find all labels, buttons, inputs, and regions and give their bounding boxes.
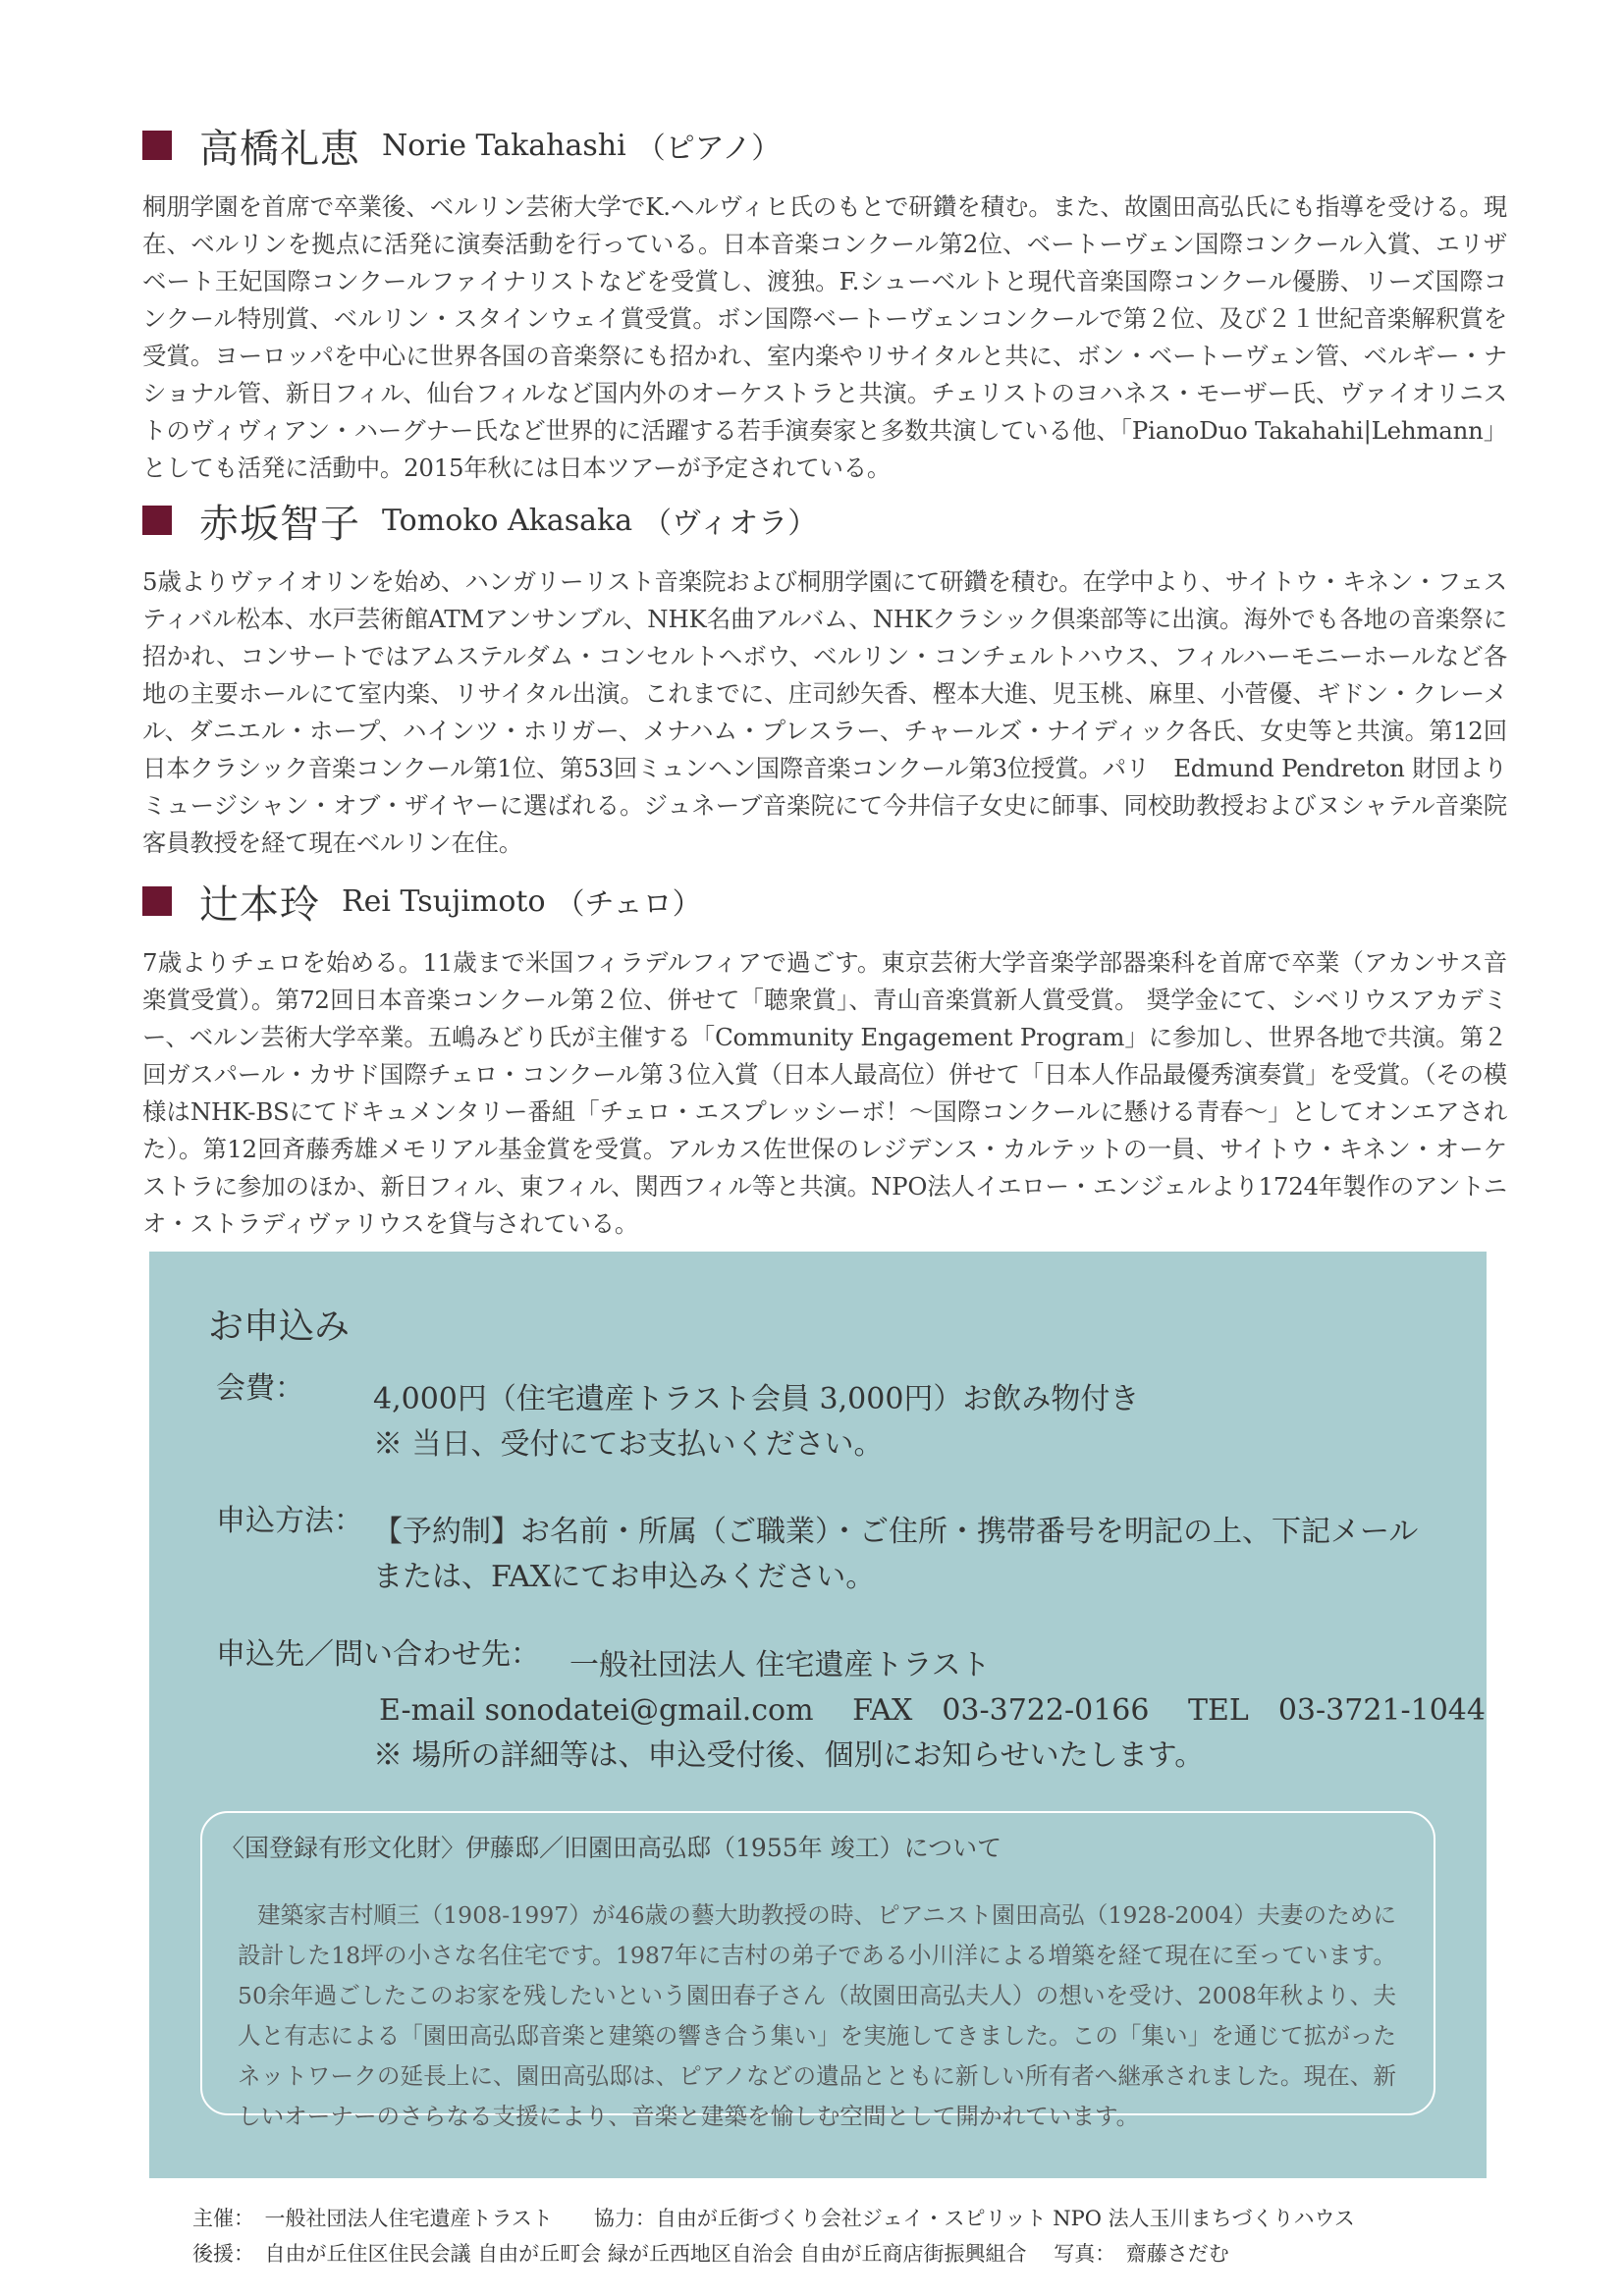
- performer-bio: 7歳よりチェロを始める。11歳まで米国フィラデルフィアで過ごす。東京芸術大学音楽学部器楽科を首席で卒業（アカンサス音楽賞受賞）。第72回日本音楽コンクール第２位、併せて「聴衆賞」、青山音楽賞新人賞受賞。 奨学金にて、シベリウスアカデミー、ベルン芸術大学卒業。五嶋みどり氏が主催する「Community Engagement Program」に参加し、世界各地で共演。第２回ガスパール・カサド国際チェロ・コンクール第３位入賞（日本人最高位）併せて「日本人作品最優秀演奏賞」を受賞。（その模様はNHK-BSにてドキュメンタリー番組「チェロ・エスプレッシーボ！～国際コンクールに懸ける青春～」としてオンエアされた）。第12回斉藤秀雄メモリアル基金賞を受賞。アルカス佐世保のレジデンス・カルテットの一員、サイトウ・キネン・オーケストラに参加のほか、新日フィル、東フィル、関西フィル等と共演。NPO法人イエロー・エンジェルより1724年製作のアントニオ・ストラディヴァリウスを貸与されている。: [142, 948, 1507, 1238]
- about-house-body: 建築家吉村順三（1908-1997）が46歳の藝大助教授の時、ピアニスト園田高弘（1928-2004）夫妻のために設計した18坪の小さな名住宅です。1987年に吉村の弟子である小川洋による増築を経て現在に至っています。50余年過ごしたこのお家を残したいという園田春子さん（故園田高弘夫人）の想いを受け、2008年秋より、夫人と有志による「園田高弘邸音楽と建築の響き合う集い」を実施してきました。この「集い」を通じて拡がったネットワークの延長上に、園田高弘邸は、ピアノなどの遺品とともに新しい所有者へ継承されました。現在、新しいオーナーのさらなる支援により、音楽と建築を愉しむ空間として開かれています。: [238, 1900, 1396, 2130]
- performer-instrument: （ピアノ）: [635, 132, 782, 166]
- performer-instrument: （ヴィオラ）: [642, 507, 818, 541]
- performer-name-en: Norie Takahashi: [382, 128, 626, 163]
- performer-heading: [142, 872, 1507, 931]
- performer-section-tsujimoto: [142, 872, 1507, 1266]
- method-row: [216, 1499, 363, 1544]
- bullet-square-icon: [142, 506, 172, 535]
- contact-note: ※ 場所の詳細等は、申込受付後、個別にお知らせいたします。: [373, 1738, 1205, 1773]
- performer-section-akasaka: [142, 491, 1507, 885]
- application-title: お申込み: [208, 1307, 351, 1347]
- fee-note: ※ 当日、受付にてお支払いください。: [373, 1427, 884, 1462]
- about-house-title: 〈国登録有形文化財〉伊藤邸／旧園田高弘邸（1955年 竣工）について: [220, 1834, 1002, 1862]
- performer-name-ja: 辻本玲: [199, 881, 320, 928]
- supporter-credits: 後援： 自由が丘住区住民会議 自由が丘町会 緑が丘西地区自治会 自由が丘商店街振興組合 写真： 齋藤さだむ: [192, 2242, 1229, 2266]
- bullet-square-icon: [142, 886, 172, 916]
- contact-label: 申込先／問い合わせ先：: [216, 1637, 540, 1672]
- bullet-square-icon: [142, 131, 172, 160]
- performer-heading: [142, 116, 1507, 175]
- contact-row: [216, 1632, 540, 1678]
- performer-name-ja: 高橋礼恵: [199, 126, 360, 172]
- method-line-2: または、FAXにてお申込みください。: [373, 1560, 876, 1594]
- performer-bio: 桐朋学園を首席で卒業後、ベルリン芸術大学でK.ヘルヴィヒ氏のもとで研鑽を積む。また、故園田高弘氏にも指導を受ける。現在、ベルリンを拠点に活発に演奏活動を行っている。日本音楽コンクール第2位、ベートーヴェン国際コンクール入賞、エリザベート王妃国際コンクールファイナリストなどを受賞し、渡独。F.シューベルトと現代音楽国際コンクール優勝、リーズ国際コンクール特別賞、ベルリン・スタインウェイ賞受賞。ボン国際ベートーヴェンコンクールで第２位、及び２１世紀音楽解釈賞を受賞。ヨーロッパを中心に世界各国の音楽祭にも招かれ、室内楽やリサイタルと共に、ボン・ベートーヴェン管、ベルギー・ナショナル管、新日フィル、仙台フィルなど国内外のオーケストラと共演。チェリストのヨハネス・モーザー氏、ヴァイオリニストのヴィヴィアン・ハーグナー氏など世界的に活躍する若手演奏家と多数共演している他、「PianoDuo Takahahi|Lehmann」としても活発に活動中。2015年秋には日本ツアーが予定されている。: [142, 192, 1507, 482]
- organizer-credits: 主催： 一般社団法人住宅遺産トラスト 協力：自由が丘街づくり会社ジェイ・スピリット NPO 法人玉川まちづくりハウス: [192, 2207, 1355, 2230]
- performer-heading: [142, 491, 1507, 550]
- fee-label: 会費：: [216, 1371, 304, 1406]
- application-panel: [149, 1252, 1487, 2178]
- method-line-1: 【予約制】お名前・所属（ご職業）・ご住所・携帯番号を明記の上、下記メール: [373, 1515, 1419, 1549]
- performer-name-en: Rei Tsujimoto: [342, 883, 546, 919]
- fee-value: 4,000円（住宅遺産トラスト会員 3,000円）お飲み物付き: [373, 1382, 1140, 1416]
- fee-row: [216, 1366, 304, 1412]
- performer-section-takahashi: [142, 116, 1507, 510]
- performer-instrument: （チェロ）: [555, 887, 702, 922]
- performer-name-en: Tomoko Akasaka: [382, 503, 633, 538]
- about-house-box: [200, 1811, 1435, 2130]
- performer-name-ja: 赤坂智子: [199, 501, 360, 547]
- method-label: 申込方法：: [216, 1504, 363, 1538]
- contact-details: E-mail sonodatei@gmail.com FAX 03-3722-0166 TEL 03-3721-1044: [379, 1693, 1486, 1728]
- contact-organization: 一般社団法人 住宅遺産トラスト: [569, 1648, 991, 1682]
- performer-bio: 5歳よりヴァイオリンを始め、ハンガリーリスト音楽院および桐朋学園にて研鑽を積む。在学中より、サイトウ・キネン・フェスティバル松本、水戸芸術館ATMアンサンブル、NHK名曲アルバム、NHKクラシック倶楽部等に出演。海外でも各地の音楽祭に招かれ、コンサートではアムステルダム・コンセルトヘボウ、ベルリン・コンチェルトハウス、フィルハーモニーホールなど各地の主要ホールにて室内楽、リサイタル出演。これまでに、庄司紗矢香、樫本大進、児玉桃、麻里、小菅優、ギドン・クレーメル、ダニエル・ホープ、ハインツ・ホリガー、メナハム・プレスラー、チャールズ・ナイディック各氏、女史等と共演。第12回日本クラシック音楽コンクール第1位、第53回ミュンヘン国際音楽コンクール第3位授賞。パリ Edmund Pendreton 財団よりミュージシャン・オブ・ザイヤーに選ばれる。ジュネーブ音楽院にて今井信子女史に師事、同校助教授およびヌシャテル音楽院客員教授を経て現在ベルリン在住。: [142, 567, 1507, 857]
